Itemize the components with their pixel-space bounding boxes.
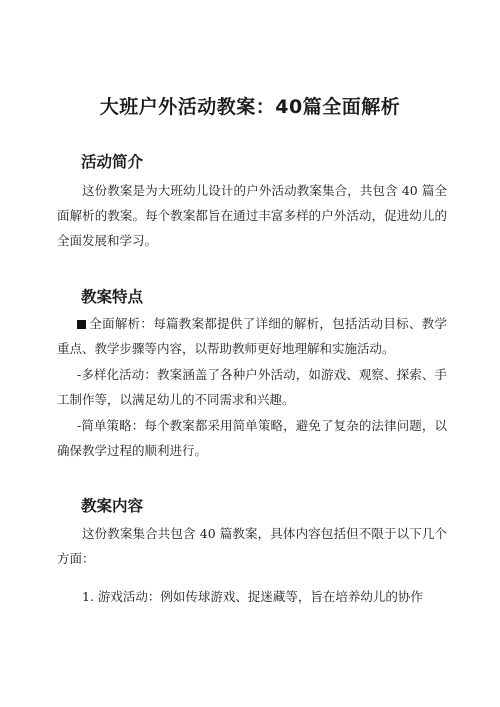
intro-paragraph: 这份教案是为大班幼儿设计的户外活动教案集合，共包含 40 篇全面解析的教案。每个教案都旨在通过丰富多样的户外活动，促进幼儿的全面发展和学习。	[57, 183, 447, 248]
content-list-item: 1. 游戏活动：例如传球游戏、捉迷藏等，旨在培养幼儿的协作	[82, 589, 423, 604]
section-heading-intro: 活动简介	[81, 153, 144, 171]
content-paragraph: 这份教案集合共包含 40 篇教案，具体内容包括但不限于以下几个方面：	[57, 526, 447, 566]
section-heading-content: 教案内容	[81, 497, 144, 515]
page-title: 大班户外活动教案：40篇全面解析	[99, 96, 401, 118]
feature-item-diverse: -多样化活动：教案涵盖了各种户外活动，如游戏、观察、探索、手工制作等，以满足幼儿的不同需求和兴趣。	[57, 367, 447, 407]
feature-item-comprehensive	[57, 311, 447, 361]
section-heading-features: 教案特点	[81, 288, 144, 306]
feature-item-simple: -简单策略：每个教案都采用简单策略，避免了复杂的法律问题，以确保教学过程的顺利进行。	[57, 418, 447, 458]
square-bullet-icon	[77, 320, 86, 329]
feature-item-text: 全面解析：每篇教案都提供了详细的解析，包括活动目标、教学重点、教学步骤等内容，以帮助教师更好地理解和实施活动。	[57, 316, 447, 356]
